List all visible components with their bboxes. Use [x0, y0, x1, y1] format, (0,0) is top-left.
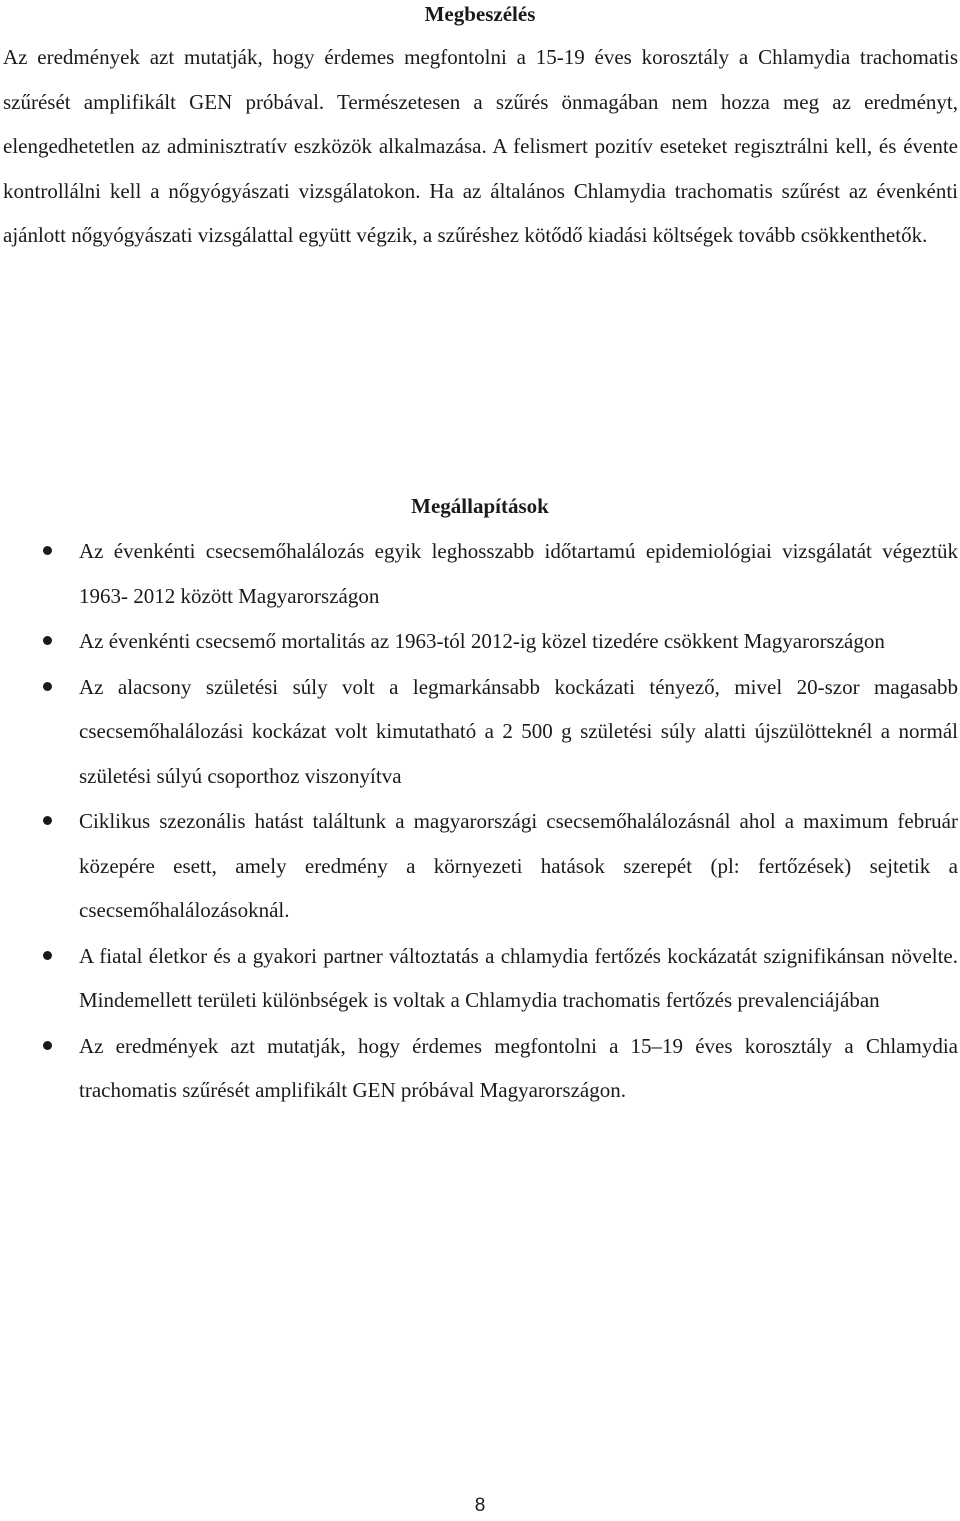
findings-list [0, 529, 960, 1113]
findings-list-item [0, 934, 960, 1023]
discussion-heading: Megbeszélés [424, 2, 536, 26]
findings-list-item [0, 665, 960, 799]
findings-item-text: Az eredmények azt mutatják, hogy érdemes megfontolni a 15–19 éves korosztály a Chlamydia trachomatis szűrését amplifikált GEN próbával Magyarországon. [79, 1033, 958, 1102]
findings-list-item [0, 1024, 960, 1113]
findings-list-item [0, 529, 960, 618]
findings-list-item [0, 619, 960, 664]
bullet-icon [43, 951, 52, 960]
bullet-icon [43, 816, 52, 825]
bullet-icon [43, 636, 52, 645]
findings-item-text: Ciklikus szezonális hatást találtunk a magyarországi csecsemőhalálozásnál ahol a maximum február közepére esett, amely eredmény a környezeti hatások szerepét (pl: fertőzések) sejtetik a csecsemőhalálozásoknál. [79, 809, 958, 922]
findings-item-text: Az alacsony születési súly volt a legmarkánsabb kockázati tényező, mivel 20-szor magasabb csecsemőhalálozási kockázat volt kimutatható a 2 500 g születési súly alatti újszülötteknél a normál születési súlyú csoporthoz viszonyítva [79, 674, 958, 788]
findings-heading: Megállapítások [411, 494, 549, 518]
bullet-icon [43, 682, 52, 691]
page-number: 8 [474, 1495, 486, 1516]
bullet-icon [43, 1041, 52, 1050]
findings-item-text: Az évenkénti csecsemőhalálozás egyik leghosszabb időtartamú epidemiológiai vizsgálatát végeztük 1963- 2012 között Magyarországon [79, 539, 958, 608]
findings-list-item [0, 799, 960, 933]
findings-item-text: A fiatal életkor és a gyakori partner változtatás a chlamydia fertőzés kockázatát szignifikánsan növelte. Mindemellett területi különbségek is voltak a Chlamydia trachomatis fertőzés prevalenciájában [79, 943, 958, 1012]
bullet-icon [43, 546, 52, 555]
findings-item-text: Az évenkénti csecsemő mortalitás az 1963-tól 2012-ig közel tizedére csökkent Magyarországon [79, 629, 885, 653]
discussion-paragraph: Az eredmények azt mutatják, hogy érdemes megfontolni a 15-19 éves korosztály a Chlamydia trachomatis szűrését amplifikált GEN próbával. Természetesen a szűrés önmagában nem hozza meg az eredményt, elengedhetetlen az adminisztratív eszközök alkalmazása. A felismert pozitív eseteket regisztrálni kell, és évente kontrollálni kell a nőgyógyászati vizsgálatokon. Ha az általános Chlamydia trachomatis szűrést az évenkénti ajánlott nőgyógyászati vizsgálattal együtt végzik, a szűréshez kötődő kiadási költségek tovább csökkenthetők. [3, 45, 958, 248]
